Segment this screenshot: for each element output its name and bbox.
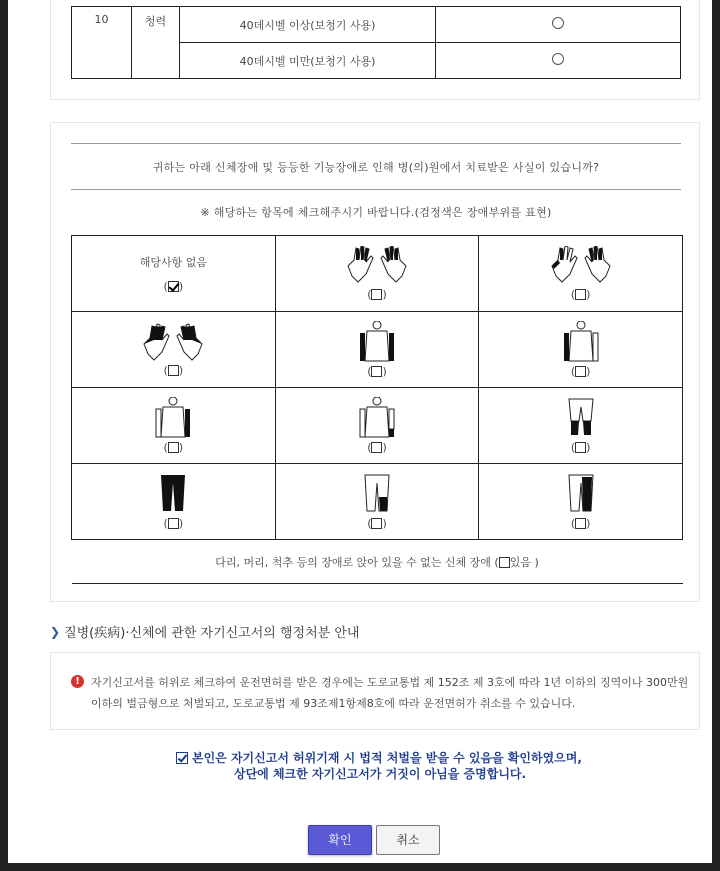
disability-option-both-arms[interactable]: ( ) bbox=[275, 312, 479, 388]
lower-legs-checkbox[interactable] bbox=[575, 442, 586, 453]
right-hand-checkbox[interactable] bbox=[371, 442, 382, 453]
disability-option-right-lower-leg[interactable]: ( ) bbox=[275, 464, 479, 540]
confirm-checkbox[interactable] bbox=[176, 752, 188, 764]
palms-checkbox[interactable] bbox=[168, 365, 179, 376]
both-hands-icon bbox=[344, 246, 410, 286]
chevron-right-icon: ❯ bbox=[50, 624, 61, 639]
disability-option-lower-legs[interactable]: ( ) bbox=[479, 388, 683, 464]
right-hand-icon bbox=[357, 397, 397, 439]
cancel-button[interactable]: 취소 bbox=[376, 825, 440, 855]
none-label: 해당사항 없음 bbox=[139, 256, 207, 269]
notice-title-text: 질병(疾病)·신체에 관한 자기신고서의 행정처분 안내 bbox=[64, 626, 360, 641]
disability-option-both-legs[interactable]: ( ) bbox=[72, 464, 276, 540]
cannot-sit-label-suffix: 있음 ) bbox=[509, 555, 539, 569]
divider bbox=[71, 143, 681, 144]
notice-title bbox=[50, 622, 359, 641]
disability-section bbox=[50, 122, 700, 602]
right-leg-checkbox[interactable] bbox=[575, 518, 586, 529]
hearing-table bbox=[71, 6, 681, 79]
left-arm-icon bbox=[561, 321, 601, 363]
table-row bbox=[72, 7, 681, 43]
hearing-option-label: 40데시벨 이상(보청기 사용) bbox=[180, 7, 436, 43]
item-number: 10 bbox=[72, 7, 132, 79]
fingers-icon bbox=[548, 246, 614, 286]
disability-instruction: ※ 해당하는 항목에 체크해주시기 바랍니다.(검정색은 장애부위를 표현) bbox=[200, 206, 552, 219]
left-arm-checkbox[interactable] bbox=[575, 366, 586, 377]
hearing-option-radio-cell bbox=[436, 43, 681, 79]
ok-button[interactable]: 확인 bbox=[308, 825, 372, 855]
confirm-statement bbox=[176, 750, 596, 782]
item-category: 청력 bbox=[132, 7, 180, 79]
hearing-radio-over-40db[interactable] bbox=[552, 17, 564, 29]
right-lower-leg-checkbox[interactable] bbox=[371, 518, 382, 529]
grid-row bbox=[72, 236, 683, 312]
palms-icon bbox=[140, 322, 206, 362]
lower-legs-icon bbox=[561, 397, 601, 439]
cannot-sit-row bbox=[72, 540, 683, 584]
hearing-option-radio-cell bbox=[436, 7, 681, 43]
disability-option-right-hand[interactable]: ( ) bbox=[275, 388, 479, 464]
grid-row bbox=[72, 312, 683, 388]
notice-text: 자기신고서를 허위로 체크하여 운전면허를 받은 경우에는 도로교통법 제 152조 제 3호에 따라 1년 이하의 징역이나 300만원 이하의 벌금형으로 처벌되고, 도로교통법 제 93조제1항제8호에 따라 운전면허가 취소를 수 있습니다. bbox=[91, 676, 689, 710]
disability-option-both-hands-thumbs[interactable]: ( ) bbox=[275, 236, 479, 312]
grid-row bbox=[72, 388, 683, 464]
fingers-checkbox[interactable] bbox=[575, 289, 586, 300]
notice-box bbox=[50, 652, 700, 730]
right-lower-leg-icon bbox=[357, 473, 397, 515]
hearing-section bbox=[50, 0, 700, 100]
none-checkbox[interactable] bbox=[168, 281, 179, 292]
grid-row bbox=[72, 540, 683, 584]
confirm-line-2: 상단에 체크한 자기신고서가 거짓이 아님을 증명합니다. bbox=[234, 767, 527, 781]
both-arms-icon bbox=[357, 321, 397, 363]
both-hands-checkbox[interactable] bbox=[371, 289, 382, 300]
right-leg-icon bbox=[561, 473, 601, 515]
cannot-sit-label-prefix: 다리, 머리, 척추 등의 장애로 앉아 있을 수 없는 신체 장애 ( bbox=[215, 555, 499, 569]
grid-row bbox=[72, 464, 683, 540]
right-arm-checkbox[interactable] bbox=[168, 442, 179, 453]
disability-option-palms[interactable]: ( ) bbox=[72, 312, 276, 388]
confirm-line-1: 본인은 자기신고서 허위기재 시 법적 처벌을 받을 수 있음을 확인하였으며, bbox=[192, 751, 582, 765]
disability-question: 귀하는 아래 신체장애 및 등등한 기능장애로 인해 병(의)원에서 치료받은 사실이 있습니까? bbox=[152, 161, 600, 174]
disability-option-right-leg[interactable]: ( ) bbox=[479, 464, 683, 540]
disability-option-none[interactable]: 해당사항 없음 ( ) bbox=[72, 236, 276, 312]
right-arm-icon bbox=[153, 397, 193, 439]
disability-option-left-arm[interactable]: ( ) bbox=[479, 312, 683, 388]
divider bbox=[71, 189, 681, 190]
disability-grid bbox=[71, 235, 683, 584]
disability-option-right-arm[interactable]: ( ) bbox=[72, 388, 276, 464]
both-legs-checkbox[interactable] bbox=[168, 518, 179, 529]
both-arms-checkbox[interactable] bbox=[371, 366, 382, 377]
cannot-sit-checkbox[interactable] bbox=[499, 557, 510, 568]
hearing-radio-under-40db[interactable] bbox=[552, 53, 564, 65]
hearing-option-label: 40데시벨 미만(보청기 사용) bbox=[180, 43, 436, 79]
both-legs-icon bbox=[153, 473, 193, 515]
disability-option-fingers[interactable]: ( ) bbox=[479, 236, 683, 312]
warning-icon: ! bbox=[71, 675, 84, 688]
